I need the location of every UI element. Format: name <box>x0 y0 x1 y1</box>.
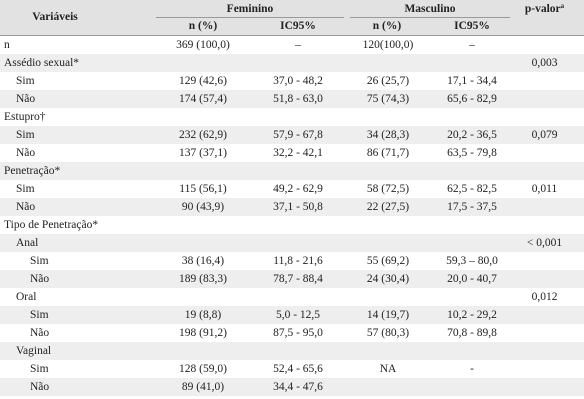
cell-p-valor <box>505 306 584 324</box>
row-label: Não <box>30 273 50 285</box>
cell-f-ic <box>243 216 353 234</box>
cell-f-n: 115 (56,1) <box>179 183 227 195</box>
cell-m-n: 34 (28,3) <box>366 129 410 141</box>
header-f-n: n (%) <box>188 20 218 32</box>
cell-m-ic: 10,2 - 29,2 <box>447 309 497 321</box>
cell-m-n: 24 (30,4) <box>366 273 410 285</box>
cell-f-ic <box>243 108 353 126</box>
header-variaveis: Variáveis <box>32 11 78 23</box>
row-label: Não <box>16 147 36 159</box>
cell-m-n: 86 (71,7) <box>366 147 410 159</box>
cell-m-n: NA <box>379 363 397 375</box>
table-row <box>0 306 584 324</box>
cell-f-n <box>148 234 258 252</box>
table-row <box>0 36 584 54</box>
cell-f-ic: 34,4 - 47,6 <box>273 381 323 393</box>
cell-m-ic: - <box>470 363 474 375</box>
cell-f-n: 19 (8,8) <box>184 309 222 321</box>
cell-p-valor <box>505 72 584 90</box>
cell-f-ic: 52,4 - 65,6 <box>273 363 323 375</box>
cell-f-ic: 11,8 - 21,6 <box>273 255 323 267</box>
cell-m-n: 58 (72,5) <box>366 183 410 195</box>
cell-f-n <box>148 108 258 126</box>
cell-m-ic: 20,0 - 40,7 <box>447 273 497 285</box>
table-row <box>0 144 584 162</box>
table-row <box>0 342 584 360</box>
cell-m-n: 22 (27,5) <box>366 201 410 213</box>
cell-p-valor <box>505 252 584 270</box>
table-row <box>0 378 584 396</box>
header-p-valor <box>505 0 584 18</box>
cell-p-valor: 0,012 <box>531 291 558 303</box>
row-label: Anal <box>16 237 39 249</box>
cell-f-n: 232 (62,9) <box>179 129 227 141</box>
row-label: Não <box>16 201 36 213</box>
cell-f-ic: 37,1 - 50,8 <box>273 201 323 213</box>
cell-p-valor: 0,011 <box>531 183 558 195</box>
cell-f-n: 90 (43,9) <box>181 201 225 213</box>
cell-m-n: 57 (80,3) <box>366 327 410 339</box>
cell-f-n: 174 (57,4) <box>179 93 227 105</box>
cell-f-ic: 87,5 - 95,0 <box>273 327 323 339</box>
cell-f-n: 129 (42,6) <box>179 75 227 87</box>
row-label: Não <box>30 327 50 339</box>
header-f-ic: IC95% <box>280 20 316 32</box>
cell-f-n: 189 (83,3) <box>179 273 227 285</box>
table-row <box>0 72 584 90</box>
cell-f-ic <box>243 342 353 360</box>
row-label: Tipo de Penetração* <box>4 219 99 231</box>
table-row <box>0 216 584 234</box>
cell-f-ic <box>243 288 353 306</box>
header-m-ic: IC95% <box>454 20 490 32</box>
cell-f-n: 38 (16,4) <box>181 255 225 267</box>
cell-f-n: 198 (91,2) <box>179 327 227 339</box>
row-label: n <box>4 39 10 51</box>
cell-f-ic <box>243 234 353 252</box>
row-label: Sim <box>16 129 35 141</box>
cell-m-n: 55 (69,2) <box>366 255 410 267</box>
cell-f-n: 137 (37,1) <box>179 147 227 159</box>
cell-p-valor <box>505 36 584 54</box>
cell-m-ic: – <box>469 39 475 51</box>
cell-f-n <box>148 342 258 360</box>
cell-f-ic: 37,0 - 48,2 <box>273 75 323 87</box>
cell-p-valor: < 0,001 <box>526 237 563 249</box>
cell-p-valor <box>505 198 584 216</box>
cell-m-n: 120(100,0) <box>362 39 414 51</box>
header-p-valor-sup: a <box>560 2 565 10</box>
cell-m-ic: 17,5 - 37,5 <box>447 201 497 213</box>
cell-f-ic: 49,2 - 62,9 <box>273 183 323 195</box>
cell-f-ic: 57,9 - 67,8 <box>273 129 323 141</box>
table-row <box>0 90 584 108</box>
cell-m-ic: 59,3 – 80,0 <box>446 255 498 267</box>
row-label: Não <box>30 381 50 393</box>
row-label: Penetração* <box>4 165 61 177</box>
row-label: Assédio sexual* <box>4 57 80 69</box>
cell-f-n <box>148 216 258 234</box>
table-row <box>0 324 584 342</box>
cell-p-valor <box>505 360 584 378</box>
cell-f-n <box>148 288 258 306</box>
row-label: Sim <box>30 363 49 375</box>
table-row <box>0 162 584 180</box>
table-row <box>0 360 584 378</box>
header-m-n: n (%) <box>372 20 402 32</box>
cell-f-ic <box>243 54 353 72</box>
cell-f-ic: 51,8 - 63,0 <box>273 93 323 105</box>
cell-f-n <box>148 54 258 72</box>
cell-p-valor <box>505 216 584 234</box>
row-label: Oral <box>16 291 37 303</box>
cell-f-ic: – <box>295 39 301 51</box>
cell-m-ic: 70,8 - 89,8 <box>447 327 497 339</box>
row-label: Estupro† <box>4 111 46 123</box>
row-label: Sim <box>16 183 35 195</box>
cell-p-valor <box>505 90 584 108</box>
cell-p-valor <box>505 144 584 162</box>
row-label: Sim <box>16 75 35 87</box>
header-masculino: Masculino <box>350 0 510 18</box>
table-row <box>0 180 584 198</box>
cell-f-n: 128 (59,0) <box>179 363 227 375</box>
table-row <box>0 108 584 126</box>
row-label: Não <box>16 93 36 105</box>
cell-p-valor <box>505 162 584 180</box>
header-p-valor-text: p-valor <box>524 3 561 15</box>
cell-f-n: 89 (41,0) <box>181 381 225 393</box>
cell-m-ic: 63,5 - 79,8 <box>447 147 497 159</box>
row-label: Sim <box>30 255 49 267</box>
cell-f-ic: 32,2 - 42,1 <box>273 147 323 159</box>
row-label: Sim <box>30 309 49 321</box>
cell-m-ic: 62,5 - 82,5 <box>447 183 497 195</box>
cell-m-n: 26 (25,7) <box>366 75 410 87</box>
cell-f-ic <box>243 162 353 180</box>
table-row <box>0 288 584 306</box>
cell-p-valor <box>505 108 584 126</box>
cell-f-n: 369 (100,0) <box>176 39 230 51</box>
header-feminino: Feminino <box>156 0 344 18</box>
cell-m-ic: 20,2 - 36,5 <box>447 129 497 141</box>
cell-f-ic: 5,0 - 12,5 <box>275 309 321 321</box>
table-row <box>0 270 584 288</box>
table-row <box>0 252 584 270</box>
cell-m-n: 14 (19,7) <box>366 309 410 321</box>
cell-p-valor: 0,079 <box>531 129 558 141</box>
cell-m-ic: 17,1 - 34,4 <box>447 75 497 87</box>
row-label: Vaginal <box>16 345 52 357</box>
cell-m-n: 75 (74,3) <box>366 93 410 105</box>
cell-p-valor <box>505 342 584 360</box>
table-row <box>0 234 584 252</box>
table-row <box>0 54 584 72</box>
table-row <box>0 126 584 144</box>
cell-m-ic: 65,6 - 82,9 <box>447 93 497 105</box>
cell-p-valor: 0,003 <box>531 57 558 69</box>
cell-f-n <box>148 162 258 180</box>
table-row <box>0 198 584 216</box>
cell-p-valor <box>505 270 584 288</box>
cell-p-valor <box>505 378 584 396</box>
cell-p-valor <box>505 324 584 342</box>
cell-f-ic: 78,7 - 88,4 <box>273 273 323 285</box>
